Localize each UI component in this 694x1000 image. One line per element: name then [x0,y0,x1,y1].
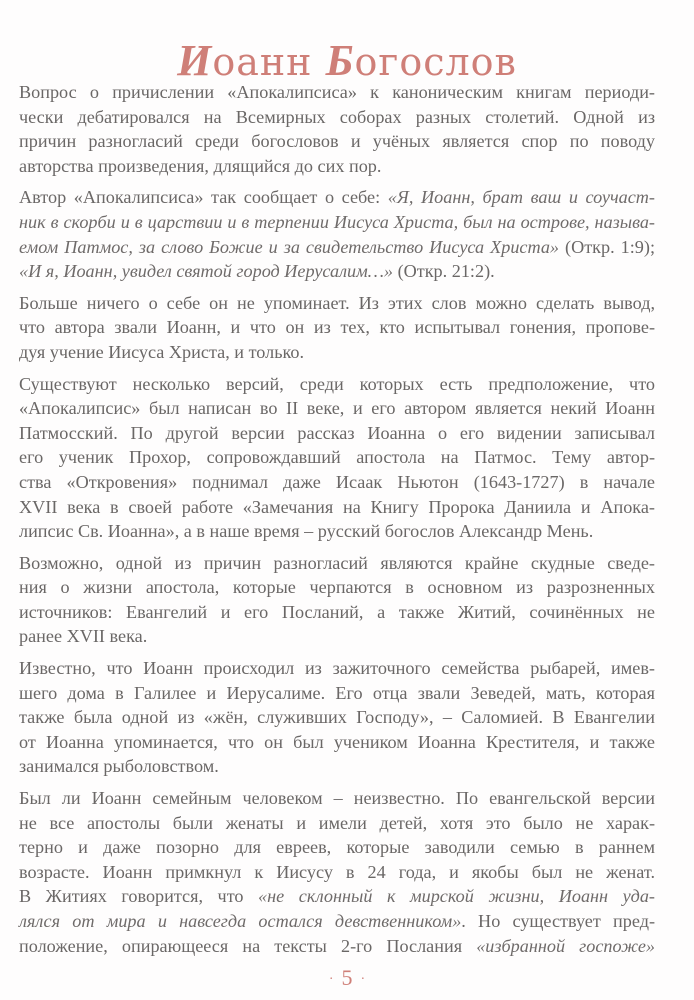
paragraph [19,80,655,178]
text-line [19,421,655,446]
text-line [19,340,655,365]
text-run: от Иоанна упоминается, что он был учеником Иоанна Крестителя, и также [19,731,655,752]
text-line [19,600,655,625]
text-line [19,786,655,811]
quote-text: емом Патмос, за слово Божие и за свидетельство Иисуса Христа» [19,236,560,257]
text-run: . Но существует пред- [461,911,655,931]
text-line [19,934,655,959]
text-line [19,259,655,284]
paragraph [19,291,655,365]
text-run: дуя учение Иисуса Христа, и только. [19,341,305,362]
text-run: что автора звали Иоанн, и что он из тех, кто испытывал гонения, пропове- [19,317,655,338]
text-run: положение, опирающееся на тексты 2-го Послания [19,935,477,956]
text-run: Существуют несколько версий, среди которых есть предположение, что [19,373,655,394]
text-run: (Откр. 1:9); [559,236,656,257]
text-line [19,705,655,730]
paragraph [19,656,655,779]
text-line [19,396,655,421]
text-run: терно и даже позорно для евреев, которые заводили семью в раннем [19,837,655,858]
text-line [19,656,655,681]
text-run: его ученик Прохор, сопровождавший апостола на Патмос. Тему автор- [19,447,655,468]
text-line [19,624,655,649]
text-run: В Житиях говорится, что [19,886,259,907]
text-line [19,154,655,179]
quote-text: «И я, Иоанн, увидел святой город Иерусалим…» [19,261,394,282]
text-line [19,372,655,397]
body-text [19,80,655,965]
quote-text: ник в скорби и в царствии и в терпении Иисуса Христа, был на острове, называ- [19,211,655,232]
page-number [0,965,694,993]
paragraph [19,185,655,283]
text-run: Автор «Апокалипсиса» так сообщает о себе: [19,187,388,208]
quote-text: «Я, Иоанн, брат ваш и соучаст- [387,187,655,208]
title-part-2: огослов [354,40,517,85]
text-line [19,811,655,836]
text-line [19,551,655,576]
text-run: источников: Евангелий и его Посланий, а также Житий, сочинённых не [19,601,655,622]
title-initial-2: Б [325,36,355,86]
text-line [19,754,655,779]
text-run: ства «Откровения» поднимал даже Исаак Ньютон (1643-1727) в начале [19,471,655,492]
quote-text: «избранной госпоже» [476,935,655,956]
title-part-1: оанн [212,40,326,85]
text-run: занимался рыболовством. [19,756,219,777]
text-run: XVII века в своей работе «Замечания на Книгу Пророка Даниила и Апока- [19,496,655,517]
page-number-dot-right: · [360,971,366,987]
text-run: Патмосский. По другой версии рассказ Иоанна о его видении записывал [19,422,655,443]
text-run: Больше ничего о себе он не упоминает. Из этих слов можно сделать вывод, [19,292,655,313]
text-line [19,835,655,860]
text-line [19,495,655,520]
text-run: ния о жизни апостола, которые черпаются в основном из разрозненных [19,577,655,598]
paragraph [19,551,655,649]
quote-text: «не склонный к мирской жизни, Иоанн уда- [258,886,655,907]
text-run: Был ли Иоанн семейным человеком – неизвестно. По евангельской версии [19,788,655,809]
text-line [19,681,655,706]
text-run: также была одной из «жён, служивших Господу», – Саломией. В Евангелии [19,707,655,728]
text-line [19,185,655,210]
text-run: не все апостолы были женаты и имели детей, хотя это было не харак- [19,812,655,833]
text-run: липсис Св. Иоанна», а в наше время – русский богослов Александр Мень. [19,521,594,542]
text-line [19,519,655,544]
text-run: шего дома в Галилее и Иерусалиме. Его отца звали Зеведей, мать, которая [19,682,655,703]
text-line [19,575,655,600]
page-number-value: 5 [341,965,353,990]
text-line [19,291,655,316]
title-initial-1: И [177,36,213,86]
text-run: «Апокалипсис» был написан во II веке, и его автором является некий Иоанн [19,398,655,419]
page-number-dot-left: · [328,971,334,987]
quote-text: лялся от мира и навсегда остался девственником» [19,911,462,931]
text-line [19,909,655,934]
text-line [19,860,655,885]
text-line [19,315,655,340]
text-run: причин разногласий среди богословов и учёных является спор по поводу [19,131,655,152]
text-line [19,470,655,495]
text-line [19,235,655,260]
text-run: Возможно, одной из причин разногласий являются крайне скудные сведе- [19,552,655,573]
text-run: Известно, что Иоанн происходил из зажиточного семейства рыбарей, имев- [19,658,655,679]
text-run: возрасте. Иоанн примкнул к Иисусу в 24 года, и якобы был не женат. [19,861,655,882]
text-line [19,884,655,909]
text-line [19,445,655,470]
text-line [19,210,655,235]
text-line [19,105,655,130]
text-run: Вопрос о причислении «Апокалипсиса» к каноническим книгам периоди- [19,82,655,102]
paragraph [19,786,655,958]
text-run: ранее XVII века. [19,626,148,647]
text-run: (Откр. 21:2). [393,261,495,282]
text-line [19,730,655,755]
text-run: чески дебатировался на Всемирных соборах разных столетий. Одной из [19,106,655,127]
text-line [19,80,655,105]
text-run: авторства произведения, длящийся до сих пор. [19,155,382,176]
text-line [19,129,655,154]
paragraph [19,372,655,544]
